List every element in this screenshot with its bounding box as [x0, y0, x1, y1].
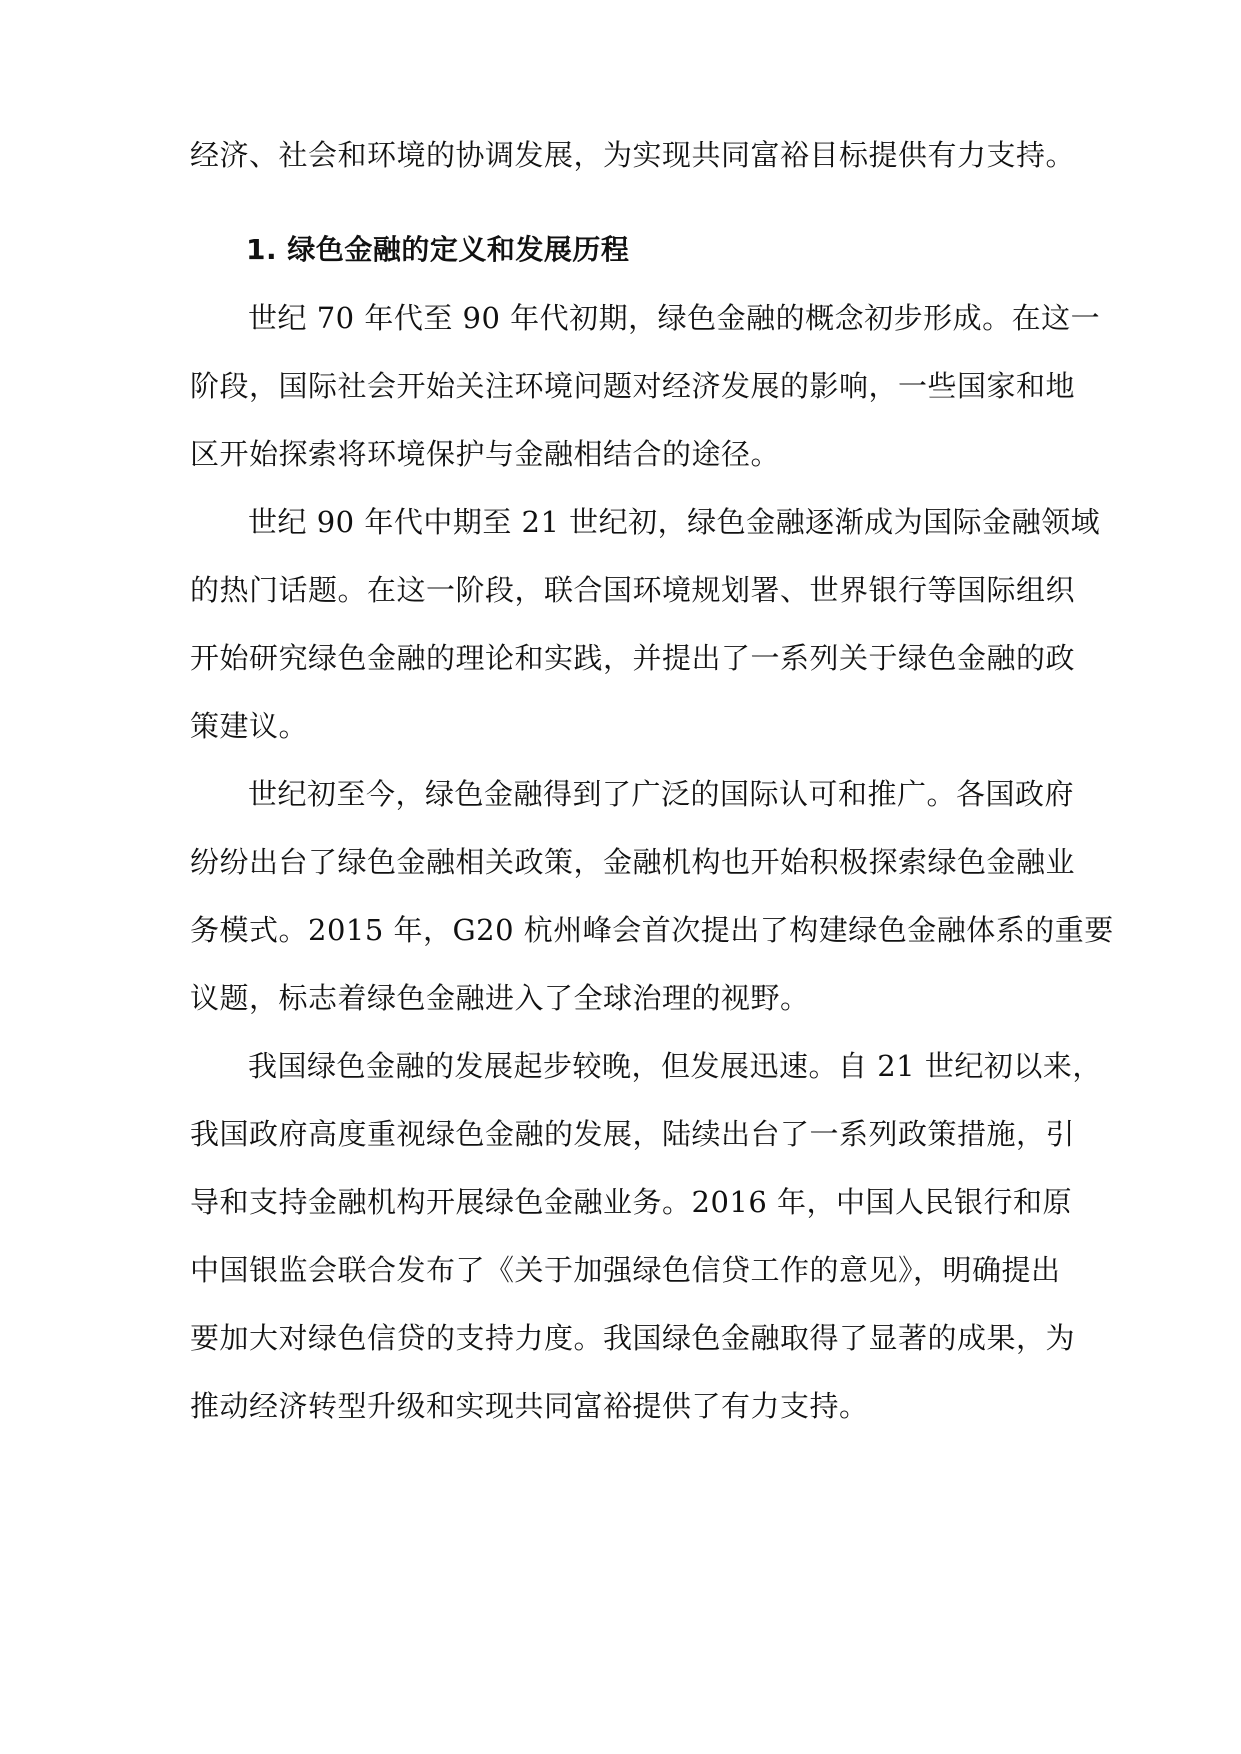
- paragraph-line: 导和支持金融机构开展绿色金融业务。2016 年，中国人民银行和原: [190, 1185, 1073, 1219]
- paragraph-line: 纷纷出台了绿色金融相关政策，金融机构也开始积极探索绿色金融业: [190, 845, 1076, 879]
- paragraph-line: 中国银监会联合发布了《关于加强绿色信贷工作的意见》，明确提出: [190, 1253, 1061, 1287]
- paragraph-line: 区开始探索将环境保护与金融相结合的途径。: [190, 437, 781, 471]
- paragraph-line: 策建议。: [190, 709, 309, 743]
- paragraph-line: 议题，标志着绿色金融进入了全球治理的视野。: [190, 981, 810, 1015]
- paragraph-line: 推动经济转型升级和实现共同富裕提供了有力支持。: [190, 1389, 869, 1423]
- paragraph-line: 我国政府高度重视绿色金融的发展，陆续出台了一系列政策措施，引: [190, 1117, 1076, 1151]
- paragraph-line: 要加大对绿色信贷的支持力度。我国绿色金融取得了显著的成果，为: [190, 1321, 1076, 1355]
- paragraph-line: 我国绿色金融的发展起步较晚，但发展迅速。自 21 世纪初以来，: [248, 1049, 1102, 1083]
- paragraph-line: 经济、社会和环境的协调发展，为实现共同富裕目标提供有力支持。: [190, 138, 1076, 172]
- paragraph-line: 世纪初至今，绿色金融得到了广泛的国际认可和推广。各国政府: [248, 777, 1075, 811]
- paragraph-line: 的热门话题。在这一阶段，联合国环境规划署、世界银行等国际组织: [190, 573, 1076, 607]
- section-heading: 1. 绿色金融的定义和发展历程: [246, 233, 630, 266]
- paragraph-line: 务模式。2015 年，G20 杭州峰会首次提出了构建绿色金融体系的重要: [190, 913, 1114, 947]
- paragraph-line: 阶段，国际社会开始关注环境问题对经济发展的影响，一些国家和地: [190, 369, 1076, 403]
- paragraph-line: 世纪 90 年代中期至 21 世纪初，绿色金融逐渐成为国际金融领域: [248, 505, 1101, 539]
- paragraph-line: 世纪 70 年代至 90 年代初期，绿色金融的概念初步形成。在这一: [248, 301, 1101, 335]
- paragraph-line: 开始研究绿色金融的理论和实践，并提出了一系列关于绿色金融的政: [190, 641, 1076, 675]
